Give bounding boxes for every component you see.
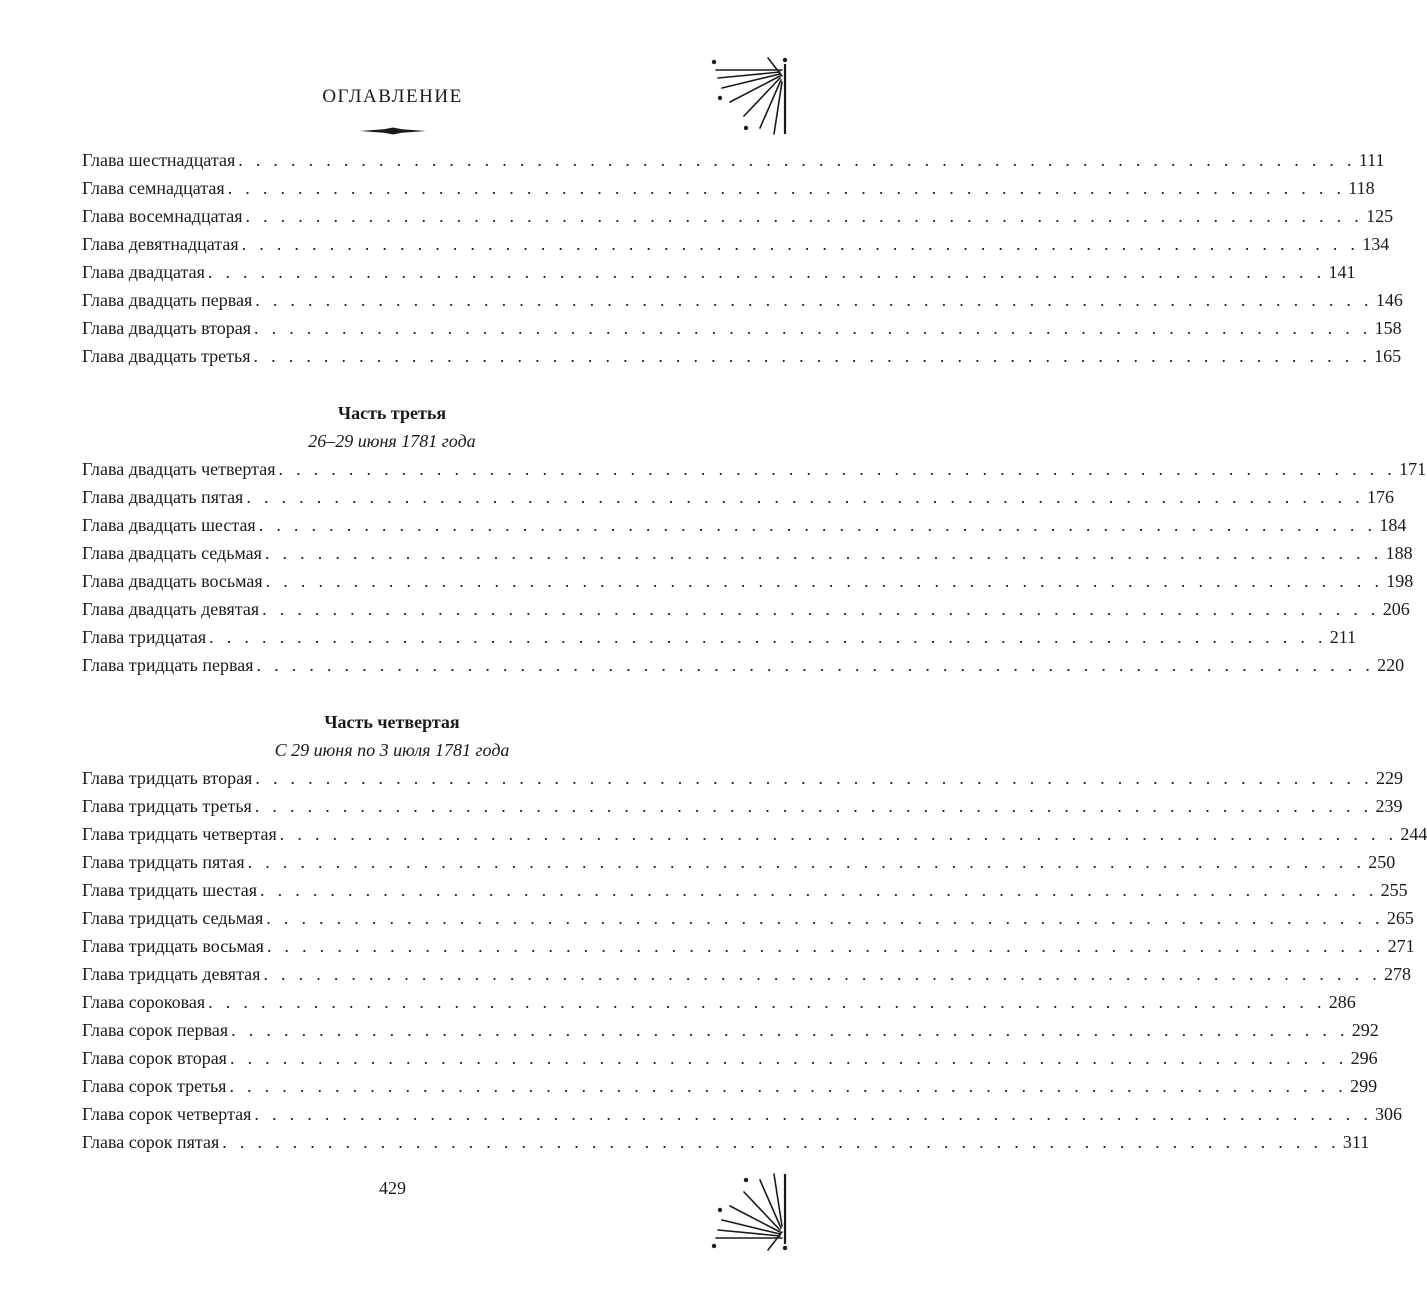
chapter-page-number: 171 — [1399, 459, 1427, 479]
dot-leader: . . . . . . . . . . . . . . . . . . . . . . . . . . . . . . . . . . . . . . . . . . . . . . . . . . . . . . . . . . . . . . . . — [229, 1076, 1348, 1096]
dot-leader: . . . . . . . . . . . . . . . . . . . . . . . . . . . . . . . . . . . . . . . . . . . . . . . . . . . . . . . . . . . . . . . . — [254, 318, 1372, 338]
chapter-page-number: 176 — [1366, 487, 1394, 507]
toc-entry — [82, 174, 1375, 202]
chapter-title: Глава семнадцатая — [82, 178, 225, 198]
dot-leader: . . . . . . . . . . . . . . . . . . . . . . . . . . . . . . . . . . . . . . . . . . . . . . . . . . . . . . . . . . . . . . . . — [238, 150, 1356, 170]
chapter-page-number: 184 — [1379, 515, 1407, 535]
chapter-title: Глава тридцать пятая — [82, 852, 245, 872]
toc-entry — [82, 764, 1403, 792]
head-rule-ornament — [360, 127, 426, 135]
dot-leader: . . . . . . . . . . . . . . . . . . . . . . . . . . . . . . . . . . . . . . . . . . . . . . . . . . . . . . . . . . . . . . . . — [227, 178, 1346, 198]
toc-entry — [82, 932, 1415, 960]
toc-entry — [82, 455, 1427, 483]
toc-entry — [82, 904, 1414, 932]
chapter-page-number: 146 — [1375, 290, 1403, 310]
chapter-page-number: 141 — [1328, 262, 1356, 282]
running-head: ОГЛАВЛЕНИЕ — [322, 86, 463, 107]
chapter-page-number: 299 — [1350, 1076, 1378, 1096]
chapter-page-number: 311 — [1342, 1132, 1370, 1152]
toc-entry — [82, 146, 1385, 174]
toc-part-three — [82, 399, 1427, 679]
chapter-page-number: 211 — [1329, 627, 1357, 647]
chapter-title: Глава сорок вторая — [82, 1048, 227, 1068]
dot-leader: . . . . . . . . . . . . . . . . . . . . . . . . . . . . . . . . . . . . . . . . . . . . . . . . . . . . . . . . . . . . . . . . — [208, 992, 1326, 1012]
chapter-page-number: 118 — [1348, 178, 1375, 198]
chapter-title: Глава тридцать восьмая — [82, 936, 264, 956]
toc-entry — [82, 314, 1402, 342]
chapter-title: Глава сорок пятая — [82, 1132, 220, 1152]
chapter-page-number: 265 — [1386, 908, 1414, 928]
dot-leader: . . . . . . . . . . . . . . . . . . . . . . . . . . . . . . . . . . . . . . . . . . . . . . . . . . . . . . . . . . . . . . . . — [265, 571, 1384, 591]
toc-entry — [82, 286, 1403, 314]
toc-entry — [82, 539, 1413, 567]
chapter-title: Глава тридцать седьмая — [82, 908, 264, 928]
dot-leader: . . . . . . . . . . . . . . . . . . . . . . . . . . . . . . . . . . . . . . . . . . . . . . . . . . . . . . . . . . . . . . . . — [263, 964, 1382, 984]
dot-leader: . . . . . . . . . . . . . . . . . . . . . . . . . . . . . . . . . . . . . . . . . . . . . . . . . . . . . . . . . . . . . . . . — [256, 655, 1375, 675]
dot-leader: . . . . . . . . . . . . . . . . . . . . . . . . . . . . . . . . . . . . . . . . . . . . . . . . . . . . . . . . . . . . . . . . — [279, 824, 1398, 844]
chapter-title: Глава двадцать девятая — [82, 599, 260, 619]
toc-entry — [82, 483, 1394, 511]
dot-leader: . . . . . . . . . . . . . . . . . . . . . . . . . . . . . . . . . . . . . . . . . . . . . . . . . . . . . . . . . . . . . . . . — [229, 1048, 1348, 1068]
dot-leader: . . . . . . . . . . . . . . . . . . . . . . . . . . . . . . . . . . . . . . . . . . . . . . . . . . . . . . . . . . . . . . . . — [241, 234, 1360, 254]
chapter-page-number: 278 — [1384, 964, 1412, 984]
dot-leader: . . . . . . . . . . . . . . . . . . . . . . . . . . . . . . . . . . . . . . . . . . . . . . . . . . . . . . . . . . . . . . . . — [266, 908, 1384, 928]
chapter-title: Глава двадцать седьмая — [82, 543, 262, 563]
chapter-page-number: 296 — [1350, 1048, 1378, 1068]
chapter-title: Глава тридцать третья — [82, 796, 252, 816]
chapter-page-number: 292 — [1351, 1020, 1379, 1040]
toc-entry — [82, 1128, 1370, 1156]
chapter-title: Глава сороковая — [82, 992, 206, 1012]
dot-leader: . . . . . . . . . . . . . . . . . . . . . . . . . . . . . . . . . . . . . . . . . . . . . . . . . . . . . . . . . . . . . . . . — [260, 880, 1378, 900]
chapter-page-number: 255 — [1380, 880, 1408, 900]
chapter-page-number: 206 — [1382, 599, 1410, 619]
chapter-title: Глава двадцать восьмая — [82, 571, 263, 591]
dot-leader: . . . . . . . . . . . . . . . . . . . . . . . . . . . . . . . . . . . . . . . . . . . . . . . . . . . . . . . . . . . . . . . . — [209, 627, 1327, 647]
chapter-title: Глава двадцать третья — [82, 346, 251, 366]
chapter-page-number: 229 — [1375, 768, 1403, 788]
toc-entry — [82, 1044, 1378, 1072]
part-four-title: Часть четвертая — [324, 712, 460, 732]
chapter-page-number: 286 — [1328, 992, 1356, 1012]
toc-entry — [82, 511, 1407, 539]
sunburst-fan-icon — [708, 56, 788, 136]
chapter-title: Глава двадцатая — [82, 262, 205, 282]
chapter-title: Глава тридцать шестая — [82, 880, 258, 900]
dot-leader: . . . . . . . . . . . . . . . . . . . . . . . . . . . . . . . . . . . . . . . . . . . . . . . . . . . . . . . . . . . . . . . . — [246, 487, 1364, 507]
chapter-page-number: 244 — [1400, 824, 1427, 844]
toc-entry — [82, 202, 1394, 230]
dot-leader: . . . . . . . . . . . . . . . . . . . . . . . . . . . . . . . . . . . . . . . . . . . . . . . . . . . . . . . . . . . . . . . . — [253, 346, 1372, 366]
page-number: 429 — [379, 1178, 406, 1198]
chapter-page-number: 158 — [1374, 318, 1402, 338]
dot-leader: . . . . . . . . . . . . . . . . . . . . . . . . . . . . . . . . . . . . . . . . . . . . . . . . . . . . . . . . . . . . . . . . — [245, 206, 1364, 226]
dot-leader: . . . . . . . . . . . . . . . . . . . . . . . . . . . . . . . . . . . . . . . . . . . . . . . . . . . . . . . . . . . . . . . . — [222, 1132, 1340, 1152]
toc-entry — [82, 820, 1427, 848]
toc-entry — [82, 876, 1408, 904]
toc-entry — [82, 595, 1410, 623]
chapter-page-number: 306 — [1375, 1104, 1403, 1124]
dot-leader: . . . . . . . . . . . . . . . . . . . . . . . . . . . . . . . . . . . . . . . . . . . . . . . . . . . . . . . . . . . . . . . . — [266, 936, 1385, 956]
dot-leader: . . . . . . . . . . . . . . . . . . . . . . . . . . . . . . . . . . . . . . . . . . . . . . . . . . . . . . . . . . . . . . . . — [254, 796, 1373, 816]
chapter-page-number: 220 — [1377, 655, 1405, 675]
chapter-title: Глава двадцать вторая — [82, 318, 252, 338]
dot-leader: . . . . . . . . . . . . . . . . . . . . . . . . . . . . . . . . . . . . . . . . . . . . . . . . . . . . . . . . . . . . . . . . — [247, 852, 1366, 872]
part-four-dates: С 29 июня по 3 июля 1781 года — [274, 740, 510, 760]
chapter-title: Глава двадцать четвертая — [82, 459, 276, 479]
part-three-dates: 26–29 июня 1781 года — [308, 431, 476, 451]
dot-leader: . . . . . . . . . . . . . . . . . . . . . . . . . . . . . . . . . . . . . . . . . . . . . . . . . . . . . . . . . . . . . . . . — [255, 768, 1373, 788]
toc-entry — [82, 651, 1405, 679]
chapter-title: Глава тридцать вторая — [82, 768, 253, 788]
toc-entry — [82, 988, 1356, 1016]
chapter-page-number: 198 — [1386, 571, 1414, 591]
toc-entry — [82, 567, 1414, 595]
toc-entry — [82, 230, 1390, 258]
sunburst-fan-icon — [708, 1172, 788, 1252]
toc-entry — [82, 1016, 1379, 1044]
chapter-title: Глава восемнадцатая — [82, 206, 243, 226]
chapter-title: Глава двадцать первая — [82, 290, 253, 310]
chapter-title: Глава тридцать девятая — [82, 964, 261, 984]
part-three-title: Часть третья — [337, 403, 447, 423]
chapter-page-number: 125 — [1366, 206, 1394, 226]
chapter-title: Глава тридцать первая — [82, 655, 254, 675]
chapter-page-number: 250 — [1368, 852, 1396, 872]
toc-entry — [82, 792, 1403, 820]
dot-leader: . . . . . . . . . . . . . . . . . . . . . . . . . . . . . . . . . . . . . . . . . . . . . . . . . . . . . . . . . . . . . . . . — [231, 1020, 1349, 1040]
chapter-title: Глава двадцать пятая — [82, 487, 244, 507]
toc-entry — [82, 960, 1412, 988]
dot-leader: . . . . . . . . . . . . . . . . . . . . . . . . . . . . . . . . . . . . . . . . . . . . . . . . . . . . . . . . . . . . . . . . — [254, 1104, 1373, 1124]
toc-part-four — [82, 708, 1427, 1156]
chapter-title: Глава шестнадцатая — [82, 150, 236, 170]
dot-leader: . . . . . . . . . . . . . . . . . . . . . . . . . . . . . . . . . . . . . . . . . . . . . . . . . . . . . . . . . . . . . . . . — [264, 543, 1383, 563]
dot-leader: . . . . . . . . . . . . . . . . . . . . . . . . . . . . . . . . . . . . . . . . . . . . . . . . . . . . . . . . . . . . . . . . — [255, 290, 1373, 310]
chapter-page-number: 239 — [1375, 796, 1403, 816]
chapter-page-number: 111 — [1358, 150, 1385, 170]
chapter-title: Глава тридцатая — [82, 627, 207, 647]
toc-entry — [82, 1100, 1403, 1128]
chapter-page-number: 188 — [1385, 543, 1413, 563]
chapter-title: Глава сорок первая — [82, 1020, 229, 1040]
chapter-title: Глава двадцать шестая — [82, 515, 256, 535]
chapter-page-number: 271 — [1387, 936, 1415, 956]
chapter-page-number: 165 — [1374, 346, 1402, 366]
toc-entry — [82, 1072, 1378, 1100]
dot-leader: . . . . . . . . . . . . . . . . . . . . . . . . . . . . . . . . . . . . . . . . . . . . . . . . . . . . . . . . . . . . . . . . — [207, 262, 1326, 282]
dot-leader: . . . . . . . . . . . . . . . . . . . . . . . . . . . . . . . . . . . . . . . . . . . . . . . . . . . . . . . . . . . . . . . . — [262, 599, 1380, 619]
toc-entry — [82, 848, 1396, 876]
chapter-title: Глава тридцать четвертая — [82, 824, 277, 844]
chapter-title: Глава сорок третья — [82, 1076, 227, 1096]
chapter-title: Глава девятнадцатая — [82, 234, 239, 254]
toc-entry — [82, 258, 1356, 286]
chapter-title: Глава сорок четвертая — [82, 1104, 252, 1124]
toc-entry — [82, 623, 1357, 651]
toc-section-continued — [82, 146, 1403, 370]
dot-leader: . . . . . . . . . . . . . . . . . . . . . . . . . . . . . . . . . . . . . . . . . . . . . . . . . . . . . . . . . . . . . . . . — [258, 515, 1377, 535]
toc-entry — [82, 342, 1402, 370]
dot-leader: . . . . . . . . . . . . . . . . . . . . . . . . . . . . . . . . . . . . . . . . . . . . . . . . . . . . . . . . . . . . . . . . — [278, 459, 1397, 479]
chapter-page-number: 134 — [1362, 234, 1390, 254]
